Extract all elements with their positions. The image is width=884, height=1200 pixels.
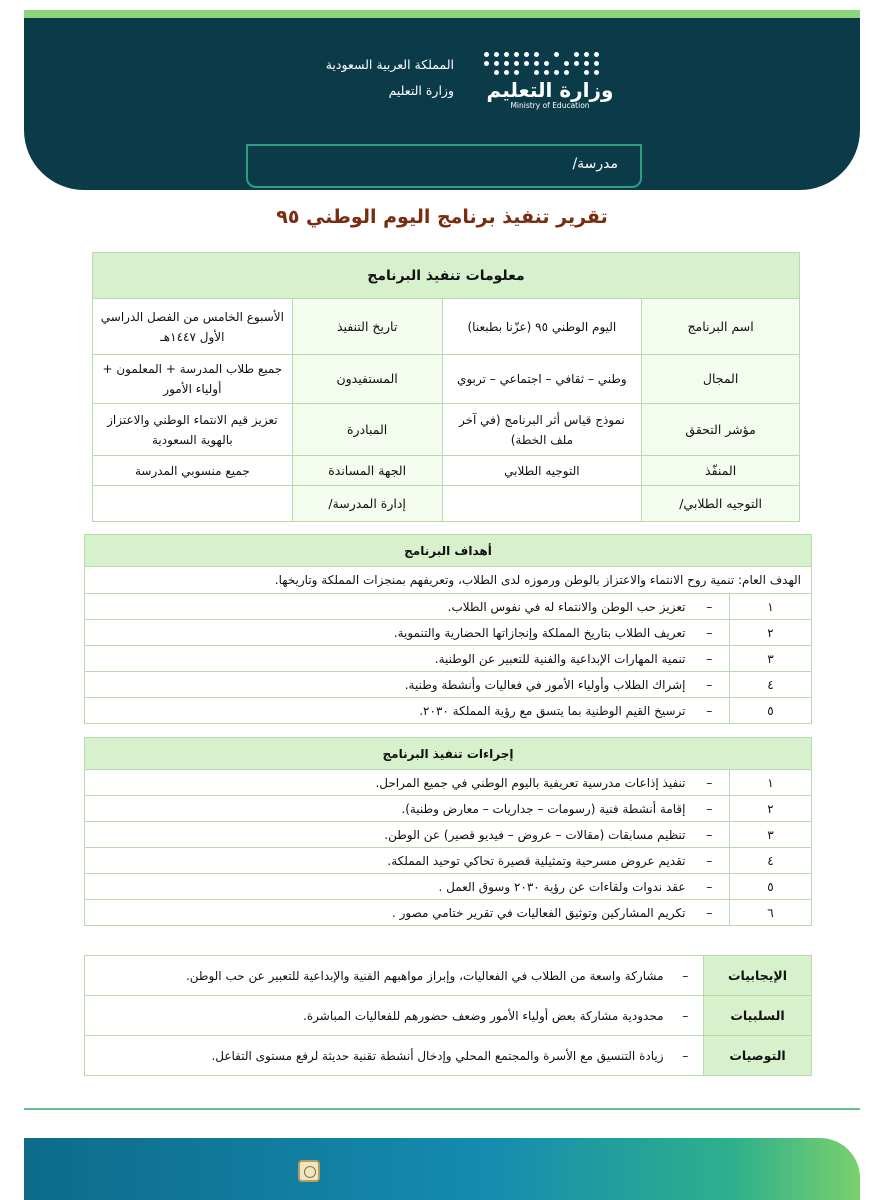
item-dash: – [690, 672, 730, 698]
item-text: إقامة أنشطة فنية (رسومات – جداريات – معارض وطنية). [85, 796, 690, 822]
item-dash: – [690, 900, 730, 926]
evaluation-text: مشاركة واسعة من الطلاب في الفعاليات، وإبراز مواهبهم الفنية والإبداعية للتعبير عن حب الوطن. [85, 956, 668, 996]
evaluation-label: التوصيات [704, 1036, 812, 1076]
item-dash: – [690, 770, 730, 796]
info-row [93, 299, 800, 355]
list-item [85, 796, 812, 822]
program-info-table [92, 252, 800, 522]
item-number: ٦ [730, 900, 812, 926]
evaluation-row [85, 996, 812, 1036]
ministry-logo [484, 52, 616, 122]
evaluation-text: محدودية مشاركة بعض أولياء الأمور وضعف حضورهم للفعاليات المباشرة. [85, 996, 668, 1036]
steps-list [85, 770, 812, 926]
info-label: تاريخ التنفيذ [292, 299, 442, 355]
goals-list [85, 594, 812, 724]
header-green-curve [728, 50, 860, 190]
list-item [85, 822, 812, 848]
evaluation-row [85, 956, 812, 996]
item-dash: – [690, 620, 730, 646]
list-item [85, 698, 812, 724]
info-label: المنفّذ [642, 456, 800, 486]
logo-dot [504, 61, 509, 66]
logo-dot [534, 52, 539, 57]
item-number: ٢ [730, 620, 812, 646]
logo-dot [514, 61, 519, 66]
item-number: ١ [730, 770, 812, 796]
logo-dot [504, 70, 509, 75]
list-item [85, 848, 812, 874]
evaluation-dash: – [668, 996, 704, 1036]
page-footer [24, 1138, 860, 1200]
info-value: جميع طلاب المدرسة + المعلمون + أولياء الأمور [93, 355, 293, 404]
program-steps-table [84, 737, 812, 926]
logo-dot [554, 52, 559, 57]
ministry-name: وزارة التعليم [388, 83, 454, 98]
info-label: المجال [642, 355, 800, 404]
info-value: التوجيه الطلابي [442, 456, 642, 486]
logo-arabic-text: وزارة التعليم [486, 78, 614, 102]
logo-dot [594, 61, 599, 66]
footer-emblem-icon [298, 1160, 320, 1182]
info-row [93, 404, 800, 456]
item-dash: – [690, 698, 730, 724]
logo-dot [534, 70, 539, 75]
logo-dot [584, 52, 589, 57]
kingdom-name: المملكة العربية السعودية [325, 57, 454, 72]
evaluation-table [84, 955, 812, 1076]
info-value [442, 486, 642, 522]
steps-heading: إجراءات تنفيذ البرنامج [85, 738, 812, 770]
item-dash: – [690, 848, 730, 874]
evaluation-rows [85, 956, 812, 1076]
list-item [85, 646, 812, 672]
info-value: تعزيز قيم الانتماء الوطني والاعتزاز بالهوية السعودية [93, 404, 293, 456]
evaluation-text: زيادة التنسيق مع الأسرة والمجتمع المحلي وإدخال أنشطة تقنية حديثة لرفع مستوى التفاعل. [85, 1036, 668, 1076]
item-dash: – [690, 646, 730, 672]
info-value: الأسبوع الخامس من الفصل الدراسي الأول ١٤٤٧هـ [93, 299, 293, 355]
item-number: ٣ [730, 822, 812, 848]
list-item [85, 594, 812, 620]
item-text: تعريف الطلاب بتاريخ المملكة وإنجازاتها الحضارية والتنموية. [85, 620, 690, 646]
info-row [93, 486, 800, 522]
report-title: تقرير تنفيذ برنامج اليوم الوطني ٩٥ [276, 206, 608, 228]
logo-dot [574, 61, 579, 66]
logo-dot [494, 61, 499, 66]
item-text: إشراك الطلاب وأولياء الأمور في فعاليات وأنشطة وطنية. [85, 672, 690, 698]
item-number: ١ [730, 594, 812, 620]
logo-dot [494, 52, 499, 57]
program-goals-table [84, 534, 812, 724]
info-value [93, 486, 293, 522]
list-item [85, 874, 812, 900]
logo-dot [564, 61, 569, 66]
item-number: ٤ [730, 672, 812, 698]
info-row [93, 355, 800, 404]
item-dash: – [690, 874, 730, 900]
list-item [85, 672, 812, 698]
logo-dot [524, 52, 529, 57]
item-dash: – [690, 822, 730, 848]
item-number: ٥ [730, 874, 812, 900]
item-number: ٣ [730, 646, 812, 672]
logo-dot [514, 52, 519, 57]
logo-dot [584, 70, 589, 75]
evaluation-dash: – [668, 956, 704, 996]
item-text: تنفيذ إذاعات مدرسية تعريفية باليوم الوطني في جميع المراحل. [85, 770, 690, 796]
item-text: تنظيم مسابقات (مقالات – عروض – فيديو قصير) عن الوطن. [85, 822, 690, 848]
item-text: تعزيز حب الوطن والانتماء له في نفوس الطلاب. [85, 594, 690, 620]
evaluation-label: السلبيات [704, 996, 812, 1036]
logo-dots-icon [484, 52, 616, 75]
info-row [93, 456, 800, 486]
logo-dot [594, 70, 599, 75]
footer-divider [24, 1108, 860, 1110]
list-item [85, 620, 812, 646]
item-text: تقديم عروض مسرحية وتمثيلية قصيرة تحاكي توحيد المملكة. [85, 848, 690, 874]
logo-dot [554, 70, 559, 75]
item-text: عقد ندوات ولقاءات عن رؤية ٢٠٣٠ وسوق العمل . [85, 874, 690, 900]
evaluation-dash: – [668, 1036, 704, 1076]
item-number: ٢ [730, 796, 812, 822]
header-top-stripe [24, 10, 860, 18]
logo-dot [514, 70, 519, 75]
info-value: نموذج قياس أثر البرنامج (في آخر ملف الخطة) [442, 404, 642, 456]
info-label: إدارة المدرسة/ [292, 486, 442, 522]
item-dash: – [690, 796, 730, 822]
program-info-rows [93, 299, 800, 522]
general-goal: الهدف العام: تنمية روح الانتماء والاعتزاز بالوطن ورموزه لدى الطلاب، وتعريفهم بمنجزات المملكة وتاريخها. [85, 567, 812, 594]
school-label: مدرسة/ [572, 156, 618, 172]
logo-dot [484, 61, 489, 66]
goals-heading: أهداف البرنامج [85, 535, 812, 567]
info-label: المبادرة [292, 404, 442, 456]
logo-dot [484, 52, 489, 57]
logo-dot [594, 52, 599, 57]
logo-dot [564, 70, 569, 75]
program-info-heading: معلومات تنفيذ البرنامج [93, 253, 800, 299]
item-text: تكريم المشاركين وتوثيق الفعاليات في تقرير ختامي مصور . [85, 900, 690, 926]
logo-dot [524, 61, 529, 66]
list-item [85, 770, 812, 796]
info-label: التوجيه الطلابي/ [642, 486, 800, 522]
info-label: الجهة المساندة [292, 456, 442, 486]
logo-dot [584, 61, 589, 66]
item-number: ٤ [730, 848, 812, 874]
info-label: المستفيدون [292, 355, 442, 404]
item-dash: – [690, 594, 730, 620]
logo-dot [544, 70, 549, 75]
logo-dot [494, 70, 499, 75]
item-number: ٥ [730, 698, 812, 724]
school-name-box [246, 144, 642, 188]
logo-dot [544, 61, 549, 66]
evaluation-label: الإيجابيات [704, 956, 812, 996]
info-value: جميع منسوبي المدرسة [93, 456, 293, 486]
info-label: مؤشر التحقق [642, 404, 800, 456]
logo-dot [534, 61, 539, 66]
evaluation-row [85, 1036, 812, 1076]
item-text: ترسيخ القيم الوطنية بما يتسق مع رؤية المملكة ٢٠٣٠. [85, 698, 690, 724]
info-value: وطني – ثقافي – اجتماعي – تربوي [442, 355, 642, 404]
info-label: اسم البرنامج [642, 299, 800, 355]
ministry-name-block [326, 52, 454, 104]
logo-dot [504, 52, 509, 57]
list-item [85, 900, 812, 926]
logo-english-text: Ministry of Education [510, 101, 590, 110]
item-text: تنمية المهارات الإبداعية والفنية للتعبير عن الوطنية. [85, 646, 690, 672]
logo-dot [574, 52, 579, 57]
info-value: اليوم الوطني ٩٥ (عزّنا بطبعنا) [442, 299, 642, 355]
